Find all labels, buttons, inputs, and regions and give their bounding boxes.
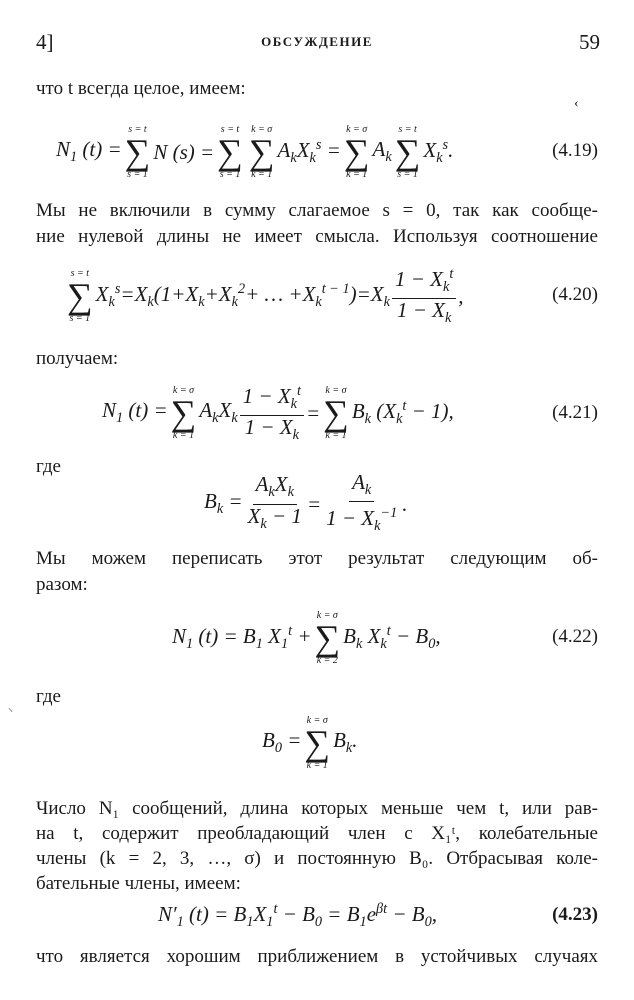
paragraph-5-line-2: разом: (36, 574, 88, 595)
equation-4-23: $N'_1$ $(t) = B_1X_1^t - B_0 = B_1e^{\beta t} - B_0$, (4.23) (158, 900, 598, 931)
equation-b0: $B_0$ = k = σ ∑ k = 1 $B_k$. (262, 715, 358, 771)
page-number: 59 (579, 30, 600, 54)
equation-4-21: $N_1$ (t) = k = σ ∑ k = 1 $A_kX_k$ $\frac{1 - X_k^t}{1 - X_k}$ = k = σ ∑ k = 1 $B_k$ $(X_k^t - 1)$, (4.21) (0, 378, 634, 448)
paragraph-2-line-1: Мы не включили в сумму слагаемое s = 0, так как сообще- (36, 200, 598, 221)
equation-number: (4.22) (552, 626, 598, 647)
section-marker: 4] (36, 30, 54, 54)
paragraph-1: что t всегда целое, имеем: (36, 78, 246, 99)
stray-mark: ⸜ (8, 703, 13, 714)
paragraph-7-line-1: Число N₁ сообщений, длина которых меньше чем t, или рав- (36, 798, 598, 819)
paragraph-6: где (36, 686, 61, 707)
equation-4-19: $N_1$ (t) = s = t ∑ s = 1 N (s) = s = t ∑ s = 1 k = σ ∑ k = 1 $A_kX_k^s$ = k = σ ∑ k = 1 $A_k$ s = t ∑ s = 1 $X_k^s$. (4.19) (56, 124, 598, 180)
paragraph-7-line-4: бательные члены, имеем: (36, 873, 241, 894)
stray-mark: ‹ (574, 96, 579, 111)
equation-number: (4.20) (552, 284, 598, 305)
equation-4-22: $N_1$ $(t) = B_1$ $X_1^t$ + k = σ ∑ k = 2 $B_k$ $X_k^t - B_0$, (4.22) (172, 610, 598, 666)
paragraph-7-line-3: члены (k = 2, 3, …, σ) и постоянную B₀. Отбрасывая коле- (36, 848, 598, 869)
paragraph-8: что является хорошим приближением в устойчивых случаях (36, 946, 598, 967)
equation-number: (4.19) (552, 140, 598, 161)
paragraph-2-line-2: ние нулевой длины не имеет смысла. Используя соотношение (36, 226, 598, 247)
equation-number: (4.21) (552, 402, 598, 423)
equation-bk: $B_k$ = $\frac{A_kX_k}{X_k - 1}$ = $\frac{A_k}{1 - X_k^{-1}}$ . (204, 469, 408, 535)
paragraph-4: где (36, 456, 61, 477)
equation-number: (4.23) (552, 904, 598, 925)
paragraph-5-line-1: Мы можем переписать этот результат следующим об- (36, 548, 598, 569)
paragraph-7-line-2: на t, содержит преобладающий член с X₁ᵗ, колебательные (36, 823, 598, 844)
paragraph-3: получаем: (36, 348, 119, 369)
equation-4-20: s = t ∑ s = 1 $X_k^s=X_k(1+X_k+X_k^2+$ … $+X_k^{t - 1})=X_k$ $\frac{1 - X_k^t}{1 - X_k}$ , (4.20) (0, 262, 634, 330)
running-title: ОБСУЖДЕНИЕ (261, 34, 373, 49)
